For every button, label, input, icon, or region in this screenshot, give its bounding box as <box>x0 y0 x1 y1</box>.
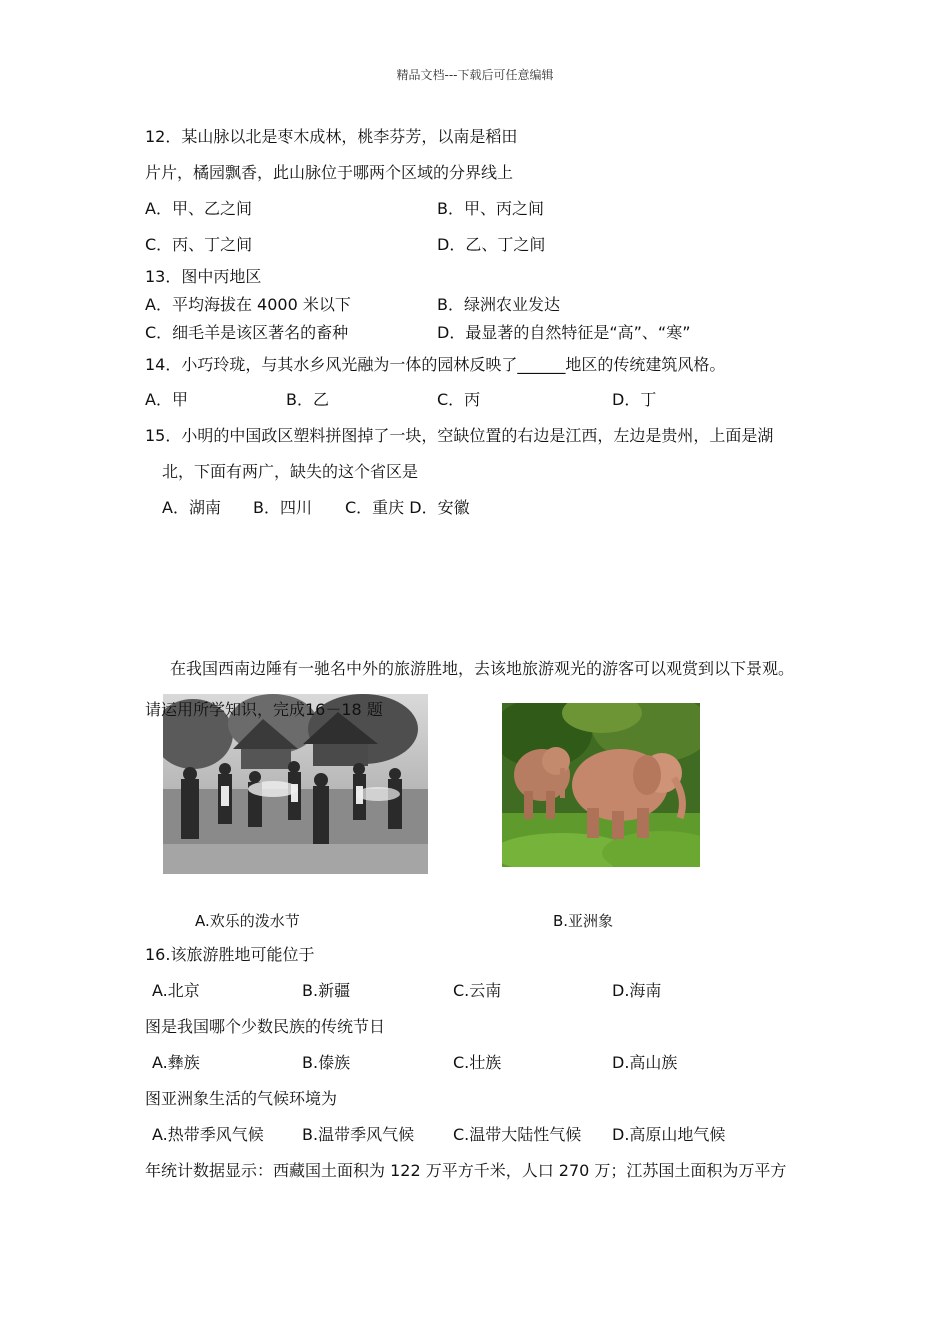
q14-option-a: A．甲 <box>145 390 188 409</box>
q14-option-c: C．丙 <box>437 390 481 409</box>
q17-option-d: D.高山族 <box>612 1053 678 1072</box>
q14-option-d: D．丁 <box>612 390 657 409</box>
q14-stem: 14．小巧玲珑，与其水乡风光融为一体的园林反映了______地区的传统建筑风格。 <box>145 355 726 374</box>
q18-option-b: B.温带季风气候 <box>302 1125 415 1144</box>
q13-option-d: D．最显著的自然特征是“高”、“寒” <box>437 323 691 342</box>
q13-option-c: C．细毛羊是该区著名的畜种 <box>145 323 349 342</box>
q12-option-c: C．丙、丁之间 <box>145 235 253 254</box>
asian-elephant-photo <box>502 703 700 867</box>
q12-option-a: A．甲、乙之间 <box>145 199 252 218</box>
q13-option-b: B．绿洲农业发达 <box>437 295 560 314</box>
q15-option-b: B．四川 <box>253 498 312 517</box>
q16-option-c: C.云南 <box>453 981 502 1000</box>
q12-stem-line2: 片片，橘园飘香，此山脉位于哪两个区域的分界线上 <box>145 163 514 182</box>
q15-option-c: C．重庆 D．安徽 <box>345 498 470 517</box>
q16-option-b: B.新疆 <box>302 981 351 1000</box>
q18-stem: 图亚洲象生活的气候环境为 <box>145 1089 338 1108</box>
q18-option-c: C.温带大陆性气候 <box>453 1125 582 1144</box>
passage-line2: 请运用所学知识，完成16－18 题 <box>145 700 383 719</box>
left-photo-caption: A.欢乐的泼水节 <box>195 912 300 930</box>
q16-stem: 16.该旅游胜地可能位于 <box>145 945 315 964</box>
q13-stem: 13．图中丙地区 <box>145 267 262 286</box>
q13-option-a: A．平均海拔在 4000 米以下 <box>145 295 351 314</box>
q18-option-d: D.高原山地气候 <box>612 1125 726 1144</box>
q16-option-d: D.海南 <box>612 981 662 1000</box>
q15-stem-line1: 15．小明的中国政区塑料拼图掉了一块，空缺位置的右边是江西，左边是贵州，上面是湖 <box>145 426 774 445</box>
q12-stem-line1: 12．某山脉以北是枣木成林，桃李芬芳，以南是稻田 <box>145 127 518 146</box>
q12-option-d: D．乙、丁之间 <box>437 235 546 254</box>
q16-option-a: A.北京 <box>152 981 200 1000</box>
q17-stem: 图是我国哪个少数民族的传统节日 <box>145 1017 386 1036</box>
page-header: 精品文档---下载后可任意编辑 <box>396 68 554 82</box>
q15-stem-line2: 北，下面有两广，缺失的这个省区是 <box>162 462 419 481</box>
passage-line1: 在我国西南边陲有一驰名中外的旅游胜地，去该地旅游观光的游客可以观赏到以下景观。 <box>170 659 795 678</box>
q17-option-b: B.傣族 <box>302 1053 351 1072</box>
right-photo-caption: B.亚洲象 <box>553 912 614 930</box>
water-festival-photo <box>163 694 428 874</box>
q15-option-a: A．湖南 <box>162 498 221 517</box>
q12-option-b: B．甲、丙之间 <box>437 199 544 218</box>
q18-option-a: A.热带季风气候 <box>152 1125 264 1144</box>
q17-option-a: A.彝族 <box>152 1053 200 1072</box>
q14-option-b: B．乙 <box>286 390 329 409</box>
q17-option-c: C.壮族 <box>453 1053 502 1072</box>
q19-stem: 年统计数据显示：西藏国土面积为 122 万平方千米，人口 270 万；江苏国土面积为万平方 <box>145 1161 787 1180</box>
